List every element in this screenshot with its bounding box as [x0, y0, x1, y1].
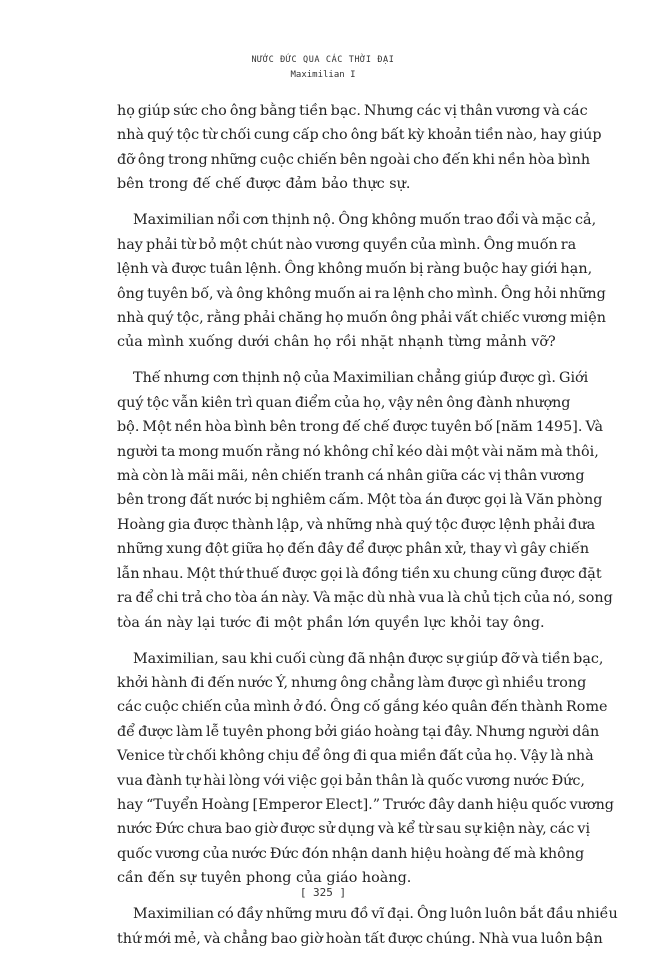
book-title: NƯỚC ĐỨC QUA CÁC THỜI ĐẠI: [251, 55, 395, 65]
text-line: Thế nhưng cơn thịnh nộ của Maximilian chẳng giúp được gì. Giới: [133, 370, 589, 387]
paragraph: [117, 647, 614, 891]
text-line: người ta mong muốn rằng nó không chỉ kéo dài một vài năm mà thôi,: [117, 443, 599, 460]
text-line: ông tuyên bố, và ông không muốn ai ra lệnh cho mình. Ông hỏi những: [117, 285, 606, 302]
text-line: bên trong đế chế được đảm bảo thực sự.: [117, 176, 411, 193]
text-line: quốc vương của nước Đức đón nhận danh hiệu hoàng đế mà không: [117, 845, 585, 862]
paragraph: [117, 902, 618, 951]
text-line: đỡ ông trong những cuộc chiến bên ngoài cho đến khi nền hòa bình: [117, 151, 591, 168]
page-number: [ 325 ]: [299, 886, 347, 899]
chapter-title: Maximilian I: [290, 70, 356, 80]
text-line: mà còn là mãi mãi, nên chiến tranh cá nhân giữa các vị thân vương: [117, 468, 585, 485]
paragraph: [117, 208, 606, 354]
text-line: họ giúp sức cho ông bằng tiền bạc. Nhưng các vị thân vương và các: [117, 103, 588, 119]
text-line: để được làm lễ tuyên phong bởi giáo hoàng tại đây. Nhưng người dân: [117, 723, 600, 740]
text-line: bộ. Một nền hòa bình bên trong đế chế được tuyên bố [năm 1495]. Và: [117, 419, 604, 436]
text-line: Maximilian nổi cơn thịnh nộ. Ông không muốn trao đổi và mặc cả,: [133, 212, 597, 229]
text-line: cần đến sự tuyên phong của giáo hoàng.: [117, 870, 412, 887]
paragraph: [117, 99, 602, 197]
text-line: Maximilian, sau khi cuối cùng đã nhận được sự giúp đỡ và tiền bạc,: [133, 650, 604, 667]
text-line: nhà quý tộc, rằng phải chăng họ muốn ông phải vất chiếc vương miện: [117, 309, 606, 326]
paragraph: [117, 366, 613, 634]
text-line: lẫn nhau. Một thứ thuế được gọi là đồng tiền xu chung cũng được đặt: [117, 565, 602, 582]
text-line: Venice từ chối không chịu để ông đi qua miền đất của họ. Vậy là nhà: [117, 748, 594, 765]
text-line: các cuộc chiến của mình ở đó. Ông cố gắng kéo quân đến thành Rome: [117, 699, 608, 716]
text-line: ra để chi trả cho tòa án này. Và mặc dù nhà vua là chủ tịch của nó, song: [117, 590, 613, 607]
text-line: Maximilian có đầy những mưu đồ vĩ đại. Ông luôn luôn bắt đầu nhiều: [133, 906, 618, 923]
text-line: khởi hành đi đến nước Ý, nhưng ông chẳng làm được gì nhiều trong: [117, 675, 587, 691]
text-line: tòa án này lại tước đi một phần lớn quyền lực khỏi tay ông.: [117, 614, 545, 631]
text-line: nước Đức chưa bao giờ được sử dụng và kể từ sau sự kiện này, các vị: [117, 821, 591, 838]
body-text: [117, 99, 618, 963]
text-line: hay “Tuyển Hoàng [Emperor Elect].” Trước đây danh hiệu quốc vương: [117, 797, 614, 814]
text-line: bên trong đất nước bị nghiêm cấm. Một tòa án được gọi là Văn phòng: [117, 492, 603, 509]
text-line: nhà quý tộc từ chối cung cấp cho ông bất kỳ khoản tiền nào, hay giúp: [117, 127, 602, 144]
running-header: [0, 55, 646, 81]
text-line: Hoàng gia được thành lập, và những nhà quý tộc được lệnh phải đưa: [117, 516, 596, 533]
text-line: lệnh và được tuân lệnh. Ông không muốn bị ràng buộc hay giới hạn,: [117, 261, 593, 278]
text-line: thứ mới mẻ, và chẳng bao giờ hoàn tất được chúng. Nhà vua luôn bận: [117, 930, 603, 947]
text-line: vua đành tự hài lòng với việc gọi bản thân là quốc vương nước Đức,: [117, 772, 585, 789]
text-line: của mình xuống dưới chân họ rồi nhặt nhạnh từng mảnh vỡ?: [117, 334, 556, 351]
text-line: hay phải từ bỏ một chút nào vương quyền của mình. Ông muốn ra: [117, 236, 577, 253]
text-line: những xung đột giữa họ đến đây để được phân xử, thay vì gây chiến: [117, 541, 590, 558]
text-line: quý tộc vẫn kiên trì quan điểm của họ, vậy nên ông đành nhượng: [117, 394, 571, 411]
